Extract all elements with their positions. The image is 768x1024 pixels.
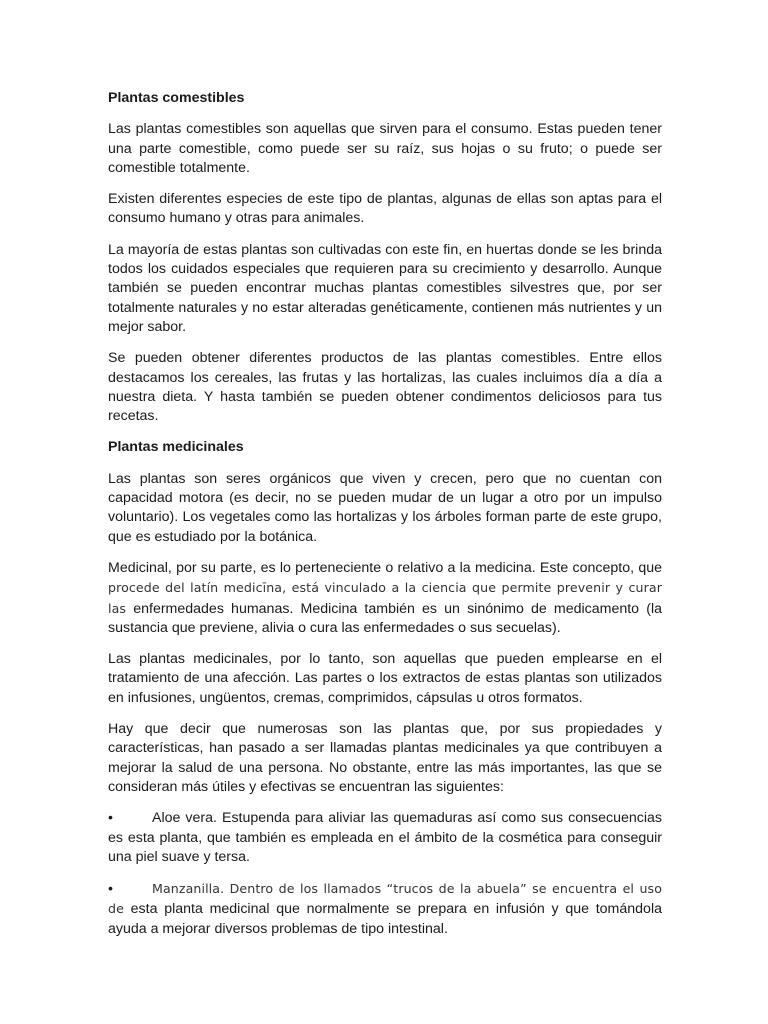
document-page <box>108 89 662 951</box>
paragraph: La mayoría de estas plantas son cultivadas con este fin, en huertas donde se les brinda todos los cuidados especiales que requieren para su crecimiento y desarrollo. Aunque también se pueden encontrar muchas plantas comestibles silvestres que, por ser totalmente naturales y no estar alteradas genéticamente, contienen más nutrientes y un mejor sabor. <box>108 241 662 335</box>
bullet-icon: • <box>108 881 113 898</box>
bullet-item-manzanilla <box>108 879 662 939</box>
paragraph-medicinal-definition <box>108 559 662 638</box>
section-heading-medicinal-plants: Plantas medicinales <box>108 439 244 456</box>
paragraph-text: enfermedades humanas. Medicina también es un sinónimo de medicamento (la sustancia que previene, alivia o cura las enfermedades o sus secuelas). <box>108 600 662 636</box>
paragraph: Las plantas son seres orgánicos que viven y crecen, pero que no cuentan con capacidad motora (es decir, no se pueden mudar de un lugar a otro por un impulso voluntario). Los vegetales como las hortalizas y los árboles forman parte de este grupo, que es estudiado por la botánica. <box>108 470 662 545</box>
paragraph-text: Medicinal, por su parte, es lo perteneciente o relativo a la medicina. Este concepto, que <box>108 559 662 576</box>
paragraph: Existen diferentes especies de este tipo de plantas, algunas de ellas son aptas para el consumo humano y otras para animales. <box>108 191 662 227</box>
paragraph: Se pueden obtener diferentes productos de las plantas comestibles. Entre ellos destacamos los cereales, las frutas y las hortalizas, las cuales incluimos día a día a nuestra dieta. Y hasta también se pueden obtener condimentos deliciosos para tus recetas. <box>108 350 662 425</box>
bullet-item-aloe-vera <box>108 809 662 867</box>
bullet-text-alt-font: Manzanilla. Dentro de los llamados “trucos de la abuela” se encuentra el uso de <box>108 881 662 917</box>
section-heading-edible-plants: Plantas comestibles <box>108 90 245 106</box>
paragraph-text-alt-font: procede del latín medicīna, está vinculado a la ciencia que permite prevenir y curar las <box>108 580 662 616</box>
paragraph: Las plantas medicinales, por lo tanto, son aquellas que pueden emplearse en el tratamiento de una afección. Las partes o los extractos de estas plantas son utilizados en infusiones, ungüentos, cremas, comprimidos, cápsulas u otros formatos. <box>108 651 662 706</box>
bullet-text: Aloe vera. Estupenda para aliviar las quemaduras así como sus consecuencias es <box>108 810 662 846</box>
bullet-icon: • <box>108 810 113 827</box>
paragraph: Hay que decir que numerosas son las plantas que, por sus propiedades y características, han pasado a ser llamadas plantas medicinales ya que contribuyen a mejorar la salud de una persona. No obstante, entre las más importantes, las que se consideran más útiles y efectivas se encuentran las siguientes: <box>108 721 662 795</box>
bullet-text: esta planta, que también es empleada en el ámbito de la cosmética para conseguir una piel suave y tersa. <box>108 829 662 865</box>
paragraph: Las plantas comestibles son aquellas que sirven para el consumo. Estas pueden tener una parte comestible, como puede ser su raíz, sus hojas o su fruto; o puede ser comestible totalmente. <box>108 121 662 176</box>
bullet-text: esta planta medicinal que normalmente se prepara en infusión y que tomándola ayuda a mejorar diversos problemas de tipo intestinal. <box>108 901 662 937</box>
